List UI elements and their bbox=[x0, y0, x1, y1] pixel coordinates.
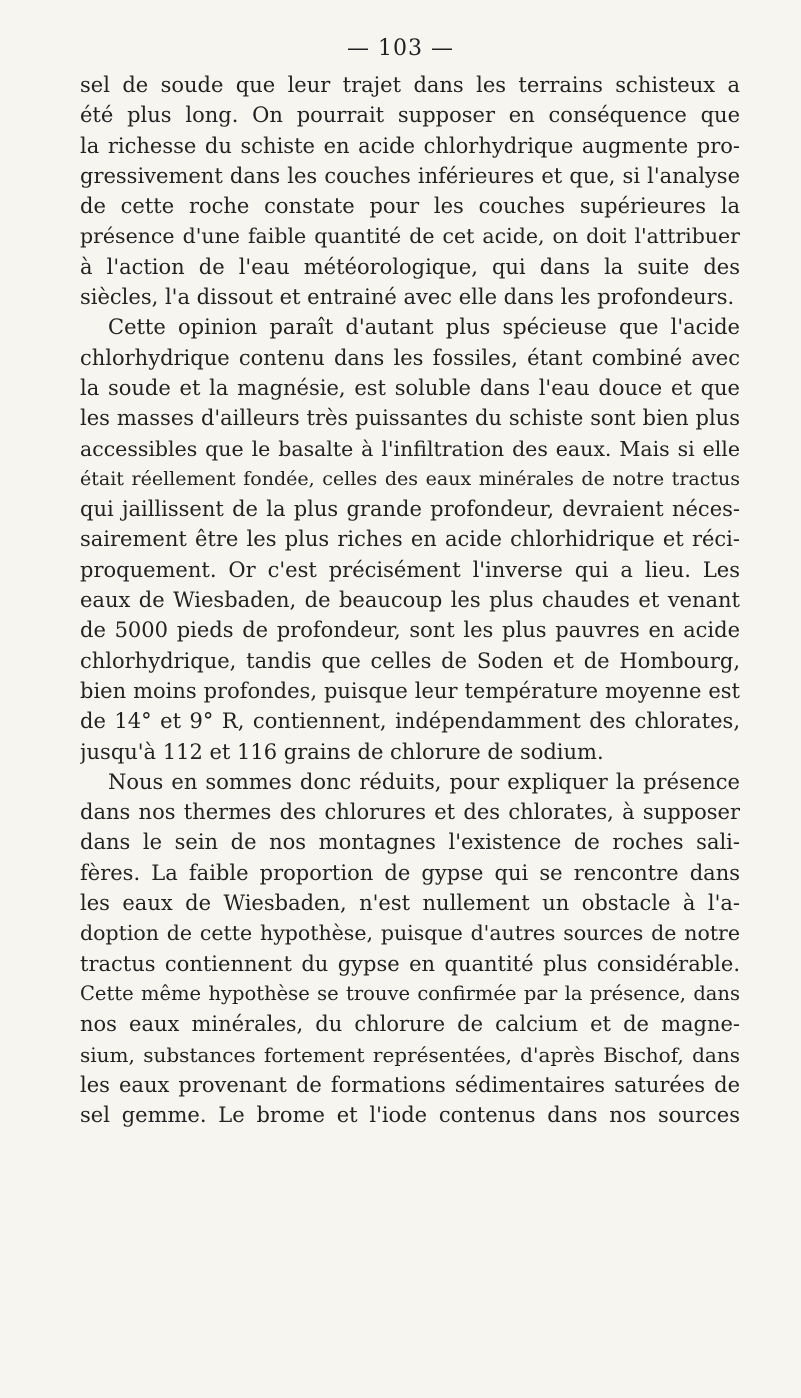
text-line: de cette roche constate pour les couches supérieures la bbox=[80, 194, 740, 219]
text-line: tractus contiennent du gypse en quantité plus considérable. bbox=[80, 951, 740, 976]
text-line: accessibles que le basalte à l'infiltration des eaux. Mais si elle bbox=[80, 436, 740, 461]
body-text bbox=[80, 70, 740, 1130]
text-line: de 5000 pieds de profondeur, sont les plus pauvres en acide bbox=[80, 618, 740, 643]
text-line: dans le sein de nos montagnes l'existence de roches sali- bbox=[80, 830, 740, 855]
text-line: fères. La faible proportion de gypse qui se rencontre dans bbox=[80, 860, 740, 885]
text-line: Cette même hypothèse se trouve confirmée par la présence, dans bbox=[80, 981, 740, 1005]
text-line: était réellement fondée, celles des eaux minérales de notre tractus bbox=[80, 467, 740, 490]
text-line: Cette opinion paraît d'autant plus spécieuse que l'acide bbox=[108, 315, 740, 340]
text-line: de 14° et 9° R, contiennent, indépendamment des chlorates, bbox=[80, 709, 740, 734]
text-line: sel de soude que leur trajet dans les terrains schisteux a bbox=[80, 73, 740, 97]
text-line: les eaux provenant de formations sédimentaires saturées de bbox=[80, 1072, 740, 1097]
text-line: sel gemme. Le brome et l'iode contenus dans nos sources bbox=[80, 1103, 740, 1128]
text-line: la richesse du schiste en acide chlorhydrique augmente pro- bbox=[80, 133, 740, 158]
text-line: présence d'une faible quantité de cet acide, on doit l'attribuer bbox=[80, 224, 740, 249]
text-line: à l'action de l'eau météorologique, qui dans la suite des bbox=[80, 254, 740, 279]
text-line: été plus long. On pourrait supposer en conséquence que bbox=[80, 103, 740, 128]
text-line: gressivement dans les couches inférieures et que, si l'analyse bbox=[80, 163, 740, 188]
text-line: siècles, l'a dissout et entrainé avec elle dans les profondeurs. bbox=[80, 285, 735, 310]
text-line: Nous en sommes donc réduits, pour expliquer la présence bbox=[108, 769, 740, 794]
text-line: qui jaillissent de la plus grande profondeur, devraient néces- bbox=[80, 497, 740, 522]
text-line: doption de cette hypothèse, puisque d'autres sources de notre bbox=[80, 921, 740, 946]
text-line: chlorhydrique, tandis que celles de Soden et de Hombourg, bbox=[80, 648, 740, 673]
text-line: jusqu'à 112 et 116 grains de chlorure de sodium. bbox=[80, 739, 604, 764]
text-line: proquement. Or c'est précisément l'inverse qui a lieu. Les bbox=[80, 557, 740, 582]
text-line: eaux de Wiesbaden, de beaucoup les plus chaudes et venant bbox=[80, 588, 740, 613]
page-number: — 103 — bbox=[347, 36, 454, 61]
text-line: chlorhydrique contenu dans les fossiles, étant combiné avec bbox=[80, 345, 740, 370]
text-line: les masses d'ailleurs très puissantes du schiste sont bien plus bbox=[80, 406, 740, 431]
text-line: la soude et la magnésie, est soluble dans l'eau douce et que bbox=[80, 375, 740, 400]
text-line: nos eaux minérales, du chlorure de calcium et de magne- bbox=[80, 1012, 740, 1037]
text-line: dans nos thermes des chlorures et des chlorates, à supposer bbox=[80, 800, 740, 825]
text-line: sium, substances fortement représentées, d'après Bischof, dans bbox=[80, 1042, 740, 1067]
text-line: bien moins profondes, puisque leur température moyenne est bbox=[80, 678, 740, 703]
text-line: les eaux de Wiesbaden, n'est nullement un obstacle à l'a- bbox=[80, 891, 740, 916]
text-line: sairement être les plus riches en acide chlorhidrique et réci- bbox=[80, 527, 740, 552]
